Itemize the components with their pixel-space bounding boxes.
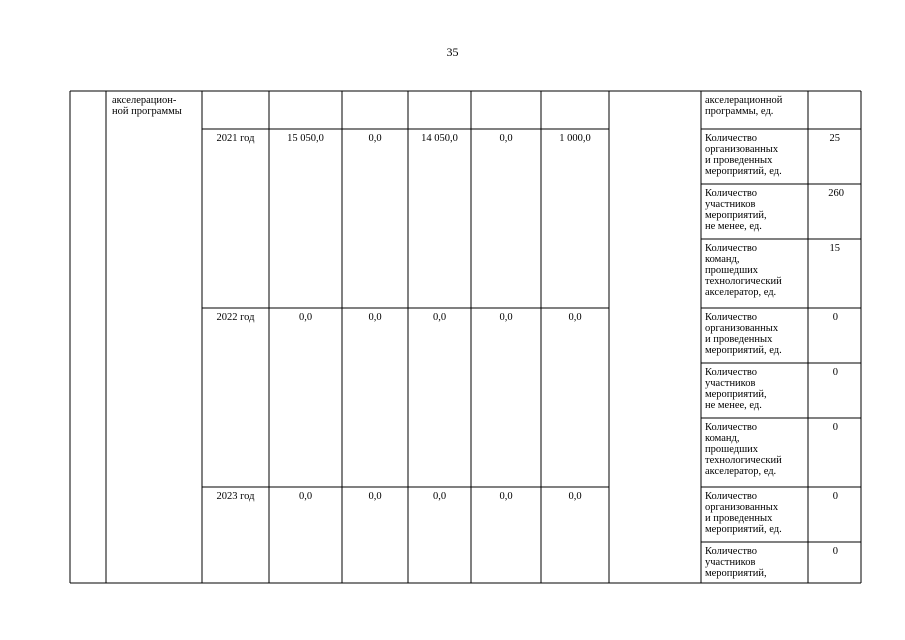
funding-total: 0,0 <box>298 491 313 502</box>
funding-regional: 0,0 <box>432 491 447 502</box>
indicator-line: организованных <box>705 323 779 334</box>
indicator-tail-line: акселерационной <box>705 95 783 106</box>
indicator-line: Количество <box>705 243 758 254</box>
indicator-line: мероприятий, ед. <box>705 524 782 535</box>
indicator-line: Количество <box>705 491 758 502</box>
indicator-line: мероприятий, <box>705 568 767 579</box>
indicator-line: Количество <box>705 188 758 199</box>
indicator-line: участников <box>705 378 756 389</box>
indicator-value: 260 <box>828 188 844 199</box>
indicator-line: мероприятий, <box>705 210 767 221</box>
indicator-line: акселератор, ед. <box>705 287 777 298</box>
indicator-line: технологический <box>705 455 782 466</box>
funding-regional: 0,0 <box>432 312 447 323</box>
funding-other: 0,0 <box>568 312 582 323</box>
indicator-line: команд, <box>705 433 740 444</box>
indicator-line: и проведенных <box>705 155 773 166</box>
page-number: 35 <box>446 45 459 59</box>
indicator-line: мероприятий, ед. <box>705 166 782 177</box>
funding-other: 1 000,0 <box>559 133 591 144</box>
indicator-line: организованных <box>705 144 779 155</box>
indicator-line: Количество <box>705 367 758 378</box>
indicator-line: Количество <box>705 312 758 323</box>
indicator-tail-line: программы, ед. <box>705 106 774 117</box>
indicator-line: и проведенных <box>705 513 773 524</box>
funding-local: 0,0 <box>499 491 513 502</box>
indicator-line: технологический <box>705 276 782 287</box>
funding-total: 0,0 <box>298 312 313 323</box>
program-name-line: акселерацион- <box>112 95 177 106</box>
funding-local: 0,0 <box>499 312 513 323</box>
indicator-line: мероприятий, ед. <box>705 345 782 356</box>
year-label: 2022 год <box>216 312 255 323</box>
funding-regional: 14 050,0 <box>421 133 458 144</box>
indicator-line: мероприятий, <box>705 389 767 400</box>
indicator-line: Количество <box>705 422 758 433</box>
indicator-line: организованных <box>705 502 779 513</box>
indicator-line: участников <box>705 199 756 210</box>
funding-local: 0,0 <box>499 133 513 144</box>
funding-federal: 0,0 <box>368 491 382 502</box>
funding-federal: 0,0 <box>368 312 382 323</box>
program-name-line: ной программы <box>112 106 182 117</box>
indicator-line: акселератор, ед. <box>705 466 777 477</box>
indicator-value: 15 <box>829 243 840 254</box>
indicator-value: 0 <box>832 367 838 378</box>
indicator-line: не менее, ед. <box>705 221 762 232</box>
indicator-value: 0 <box>832 491 838 502</box>
indicator-line: участников <box>705 557 756 568</box>
indicator-value: 0 <box>832 312 838 323</box>
indicator-line: не менее, ед. <box>705 400 762 411</box>
indicator-value: 25 <box>829 133 840 144</box>
year-label: 2021 год <box>216 133 255 144</box>
indicator-line: команд, <box>705 254 740 265</box>
indicator-line: Количество <box>705 546 758 557</box>
indicator-value: 0 <box>832 422 838 433</box>
indicator-line: прошедших <box>705 265 759 276</box>
indicator-line: и проведенных <box>705 334 773 345</box>
year-label: 2023 год <box>216 491 255 502</box>
funding-other: 0,0 <box>568 491 582 502</box>
funding-federal: 0,0 <box>368 133 382 144</box>
indicator-value: 0 <box>832 546 838 557</box>
indicator-line: Количество <box>705 133 758 144</box>
indicator-line: прошедших <box>705 444 759 455</box>
funding-total: 15 050,0 <box>287 133 324 144</box>
